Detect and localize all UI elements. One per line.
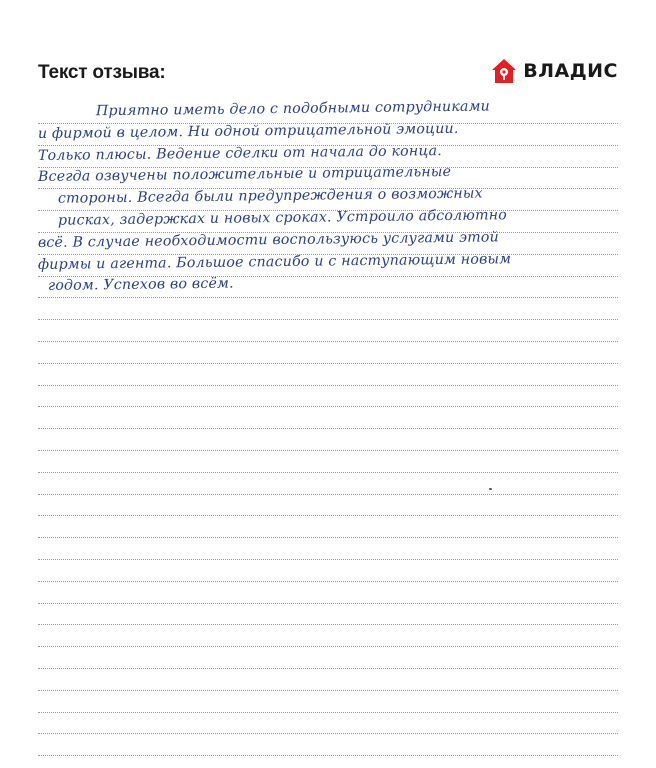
- ruled-line: [38, 755, 618, 756]
- ruled-line: [38, 341, 618, 342]
- ruled-line: [38, 690, 618, 691]
- ruled-line: [38, 450, 618, 451]
- page-title: Текст отзыва:: [38, 62, 166, 83]
- house-key-icon: [491, 58, 517, 84]
- ruled-line: [38, 559, 618, 560]
- handwritten-line: рисках, задержках и новых сроках. Устроило абсолютно: [57, 207, 508, 229]
- ruled-line: [38, 385, 618, 386]
- ruled-line: [38, 428, 618, 429]
- handwritten-line: годом. Успехов во всём.: [47, 275, 234, 294]
- ruled-line: [38, 646, 618, 647]
- handwritten-line: Только плюсы. Ведение сделки от начала до конца.: [37, 143, 443, 164]
- handwritten-line: всё. В случае необходимости воспользуюсь услугами этой: [37, 229, 500, 251]
- ruled-line: [38, 537, 618, 538]
- handwritten-line: фирмы и агента. Большое спасибо и с наступающим новым: [37, 251, 512, 273]
- ruled-line: [38, 712, 618, 713]
- ruled-line: [38, 603, 618, 604]
- ruled-line: [38, 363, 618, 364]
- ruled-line: [38, 319, 618, 320]
- ruled-line: [38, 515, 618, 516]
- ruled-line: [38, 668, 618, 669]
- handwritten-line: и фирмой в целом. Ни одной отрицательной эмоции.: [37, 120, 459, 142]
- header: [38, 56, 618, 88]
- ruled-line: [38, 733, 618, 734]
- brand-name: ВЛАДИС: [523, 60, 618, 82]
- handwritten-line: Приятно иметь дело с подобными сотрудниками: [95, 98, 491, 120]
- paper-speck: [489, 488, 492, 490]
- review-sheet: [37, 98, 618, 761]
- ruled-line: [38, 494, 618, 495]
- handwritten-line: стороны. Всегда были предупреждения о возможных: [57, 185, 483, 207]
- ruled-line: [38, 297, 618, 298]
- ruled-line: [38, 624, 618, 625]
- ruled-line: [38, 406, 618, 407]
- ruled-line: [38, 472, 618, 473]
- handwritten-line: Всегда озвучены положительные и отрицательные: [37, 163, 452, 185]
- brand-logo: [491, 58, 618, 84]
- ruled-line: [38, 581, 618, 582]
